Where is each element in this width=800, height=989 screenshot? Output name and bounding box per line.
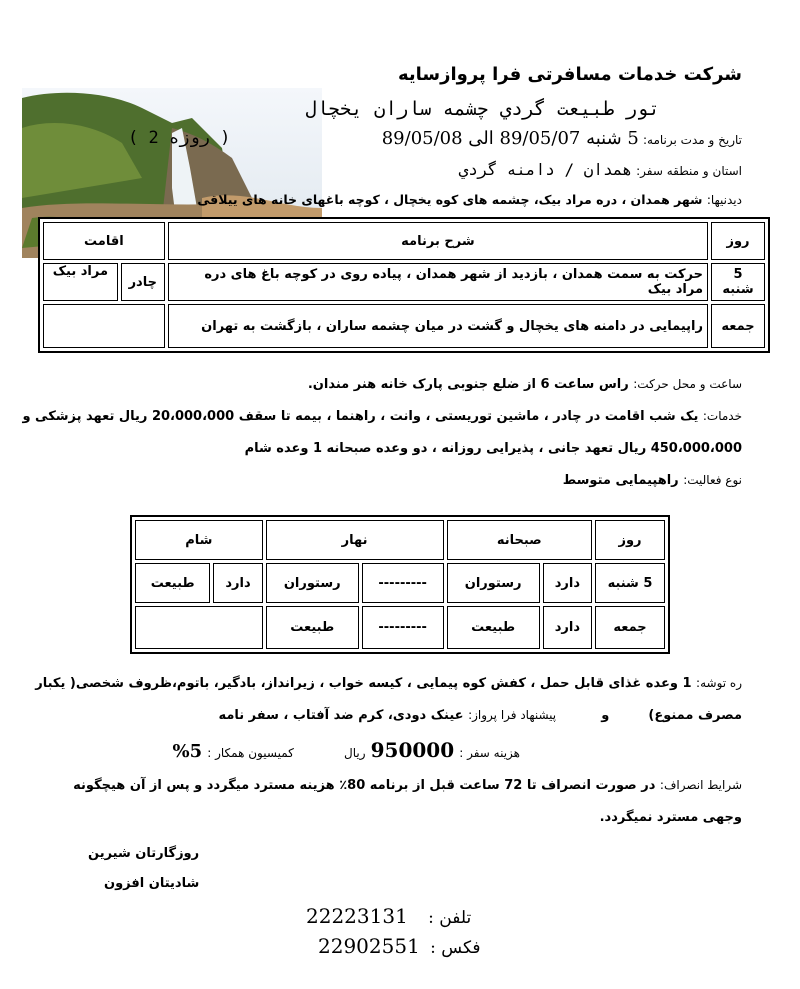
duration: ( 2 روزه ) xyxy=(128,128,231,148)
cancel-line-1: شرایط انصراف: در صورت انصراف تا 72 ساعت قبل از برنامه 80٪ هزینه مسترد میگردد و پس از آن هیچگونه xyxy=(73,778,742,793)
table-row: 5 شنبه حرکت به سمت همدان ، بازدید از شهر همدان ، پیاده روی در کوچه باغ های دره مراد بیک چادر مراد بیک xyxy=(43,263,765,301)
date-line: تاریخ و مدت برنامه: 5 شنبه 89/05/07 الی 89/05/08 xyxy=(381,128,742,149)
header-day: روز xyxy=(711,222,765,260)
header-desc: شرح برنامه xyxy=(168,222,708,260)
services-line-2: 450،000،000 ریال تعهد جانی ، پذیرایی روزانه ، دو وعده صبحانه 1 وعده شام xyxy=(244,441,742,456)
supplies-line-2: مصرف ممنوع) و پیشنهاد فرا پرواز: عینک دودی، کرم ضد آفتاب ، سفر نامه xyxy=(218,708,742,723)
region-value: همدان / دامنه گردي xyxy=(458,160,632,179)
departure-line: ساعت و محل حرکت: راس ساعت 6 از ضلع جنوبی پارک خانه هنر مندان. xyxy=(307,377,742,392)
company-name: شرکت خدمات مسافرتی فرا پروازسایه xyxy=(398,64,742,85)
program-table xyxy=(38,217,770,353)
cancel-line-2: وجهی مسترد نمیگردد. xyxy=(599,810,742,825)
tour-title: تور طبیعت گردي چشمه ساران يخچال xyxy=(305,98,660,120)
date-value: 5 شنبه 89/05/07 الی 89/05/08 xyxy=(381,128,639,149)
fax-line: 22902551 فکس : xyxy=(318,934,481,958)
phone-line: 22223131 تلفن : xyxy=(306,904,472,928)
commission-value: 5% xyxy=(172,741,203,762)
table-row: 5 شنبه دارد رستوران --------- رستوران دارد طبیعت xyxy=(135,563,665,603)
supplies-line-1: ره توشه: 1 وعده غذای قابل حمل ، کفش کوه پیمایی ، کیسه خواب ، زیرانداز، بادگیر، باتوم،ظروف شخصی( یکبار xyxy=(35,676,742,691)
cost-value: 950000 xyxy=(370,738,455,762)
services-line-1: خدمات: یک شب اقامت در چادر ، ماشین توریستی ، وانت ، راهنما ، بیمه تا سقف 20،000،000 ریال تعهد پزشکی و xyxy=(22,409,742,424)
fax-number: 22902551 xyxy=(318,934,420,958)
sights-line: دیدنیها: شهر همدان ، دره مراد بیک، چشمه های کوه یخچال ، کوچه باغهای خانه های ییلاقی xyxy=(197,192,742,207)
table-row: جمعه دارد طبیعت --------- طبیعت xyxy=(135,606,665,649)
sign-line-2: شادیتان افزون xyxy=(104,876,200,891)
sights-value: شهر همدان ، دره مراد بیک، چشمه های کوه یخچال ، کوچه باغهای خانه های ییلاقی xyxy=(197,192,703,207)
activity-line: نوع فعالیت: راهپیمایی متوسط xyxy=(562,473,742,488)
region-line: استان و منطقه سفر: همدان / دامنه گردي xyxy=(458,160,742,179)
cost-line: هزینه سفر : 950000 ریال کمیسیون همکار : 5% xyxy=(172,738,520,762)
phone-number: 22223131 xyxy=(306,904,408,928)
header-stay: اقامت xyxy=(43,222,165,260)
table-row: جمعه راپیمایی در دامنه های یخچال و گشت در میان چشمه ساران ، بازگشت به تهران xyxy=(43,304,765,348)
meals-table: روز صبحانه نهار شام 5 شنبه دارد رستوران --------- رستوران دارد طبیعت جمعه دارد طبیعت --------- طبیعت xyxy=(130,515,670,654)
sign-line-1: روزگارتان شیرین xyxy=(88,846,200,861)
